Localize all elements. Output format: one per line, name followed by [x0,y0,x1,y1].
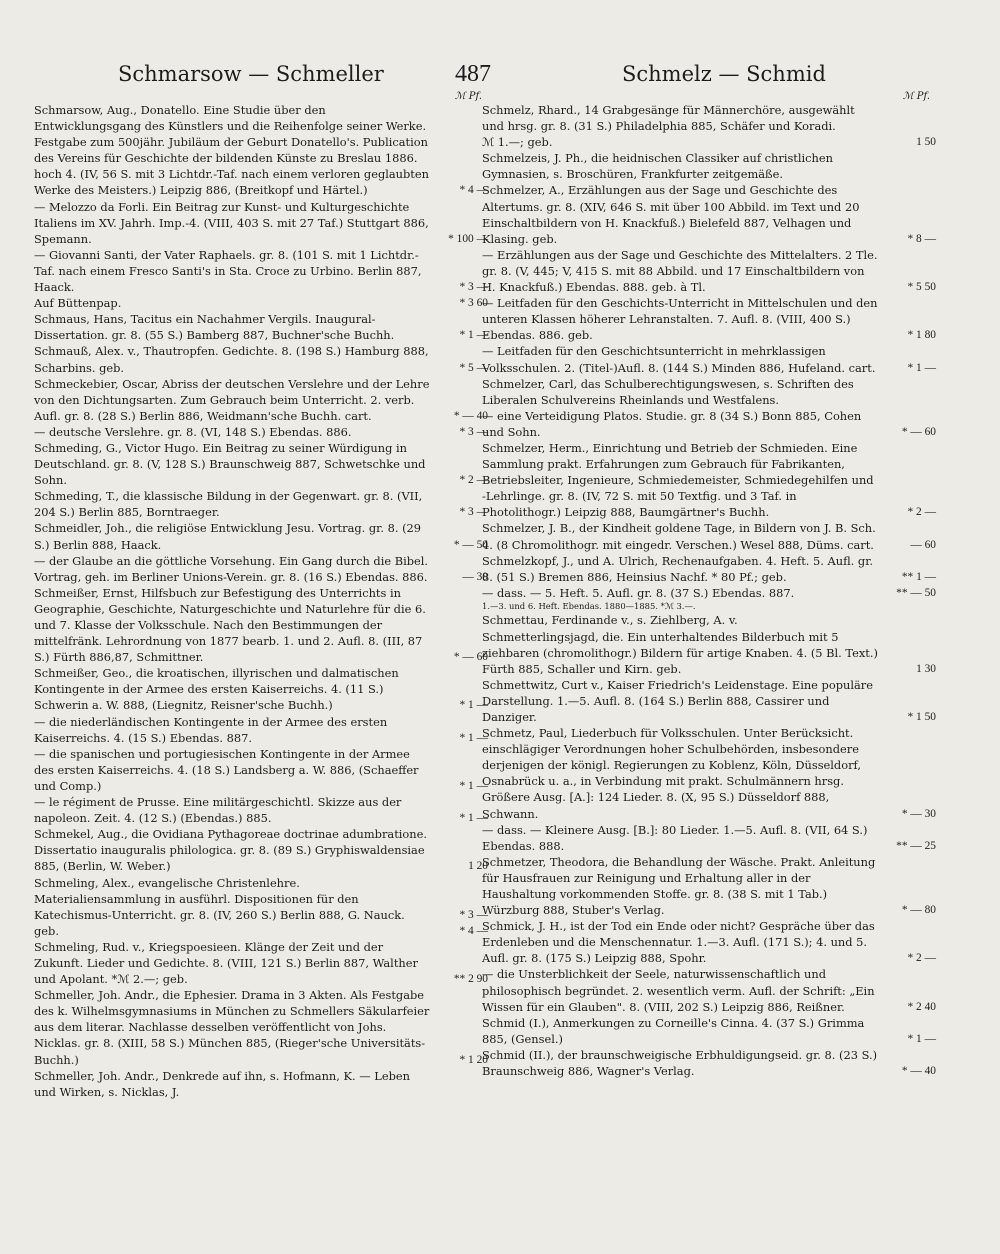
bibliography-entry [482,102,936,134]
entry-price: * — 40 [453,409,488,422]
entry-text: geb. [34,923,59,938]
bibliography-entry [34,311,488,343]
entry-price: * 1 20 [459,1053,488,1066]
bibliography-entry [34,585,488,665]
entry-price: — 30 [462,570,488,583]
entry-text: Schmetterlingsjagd, die. Ein unterhaltendes Bilderbuch mit 5 ziehbaren (chromolithogr.) Bildern für artige Knaben. 4. (5 Bl. Text.) Fürth 885, Schaller und Kirn. geb. [482,629,878,676]
bibliography-entry [482,376,936,408]
bibliography-entry [34,424,488,440]
entry-text: Schmekel, Aug., die Ovidiana Pythagoreae doctrinae adumbratione. Dissertatio inauguralis philologica. gr. 8. (89 S.) Gryphiswaldensiae 885, (Berlin, W. Weber.) [34,827,427,874]
entry-price: * 5 — [459,361,488,374]
entry-price: * 1 — [459,812,488,825]
entry-text: Schmeißer, Ernst, Hilfsbuch zur Befestigung des Unterrichts in Geographie, Geschichte, Naturgeschichte und Naturlehre für die 6. und 7. Klasse der Volksschule. Nach den Bestimmungen der mittelfränk. Lehrordnung von 1877 bearb. 1. und 2. Aufl. 8. (III, 87 S.) Fürth 886,87, Schmittner. [34,585,426,665]
entry-text: — die niederländischen Kontingente in der Armee des ersten Kaiserreichs. 4. (15 S.) Ebendas. 887. [34,714,388,745]
entry-price: * 3 — [459,281,488,294]
bibliography-entry [34,746,488,794]
entry-text: — deutsche Verslehre. gr. 8. (VI, 148 S.) Ebendas. 886. [34,424,352,439]
entry-text: — dass. — Kleinere Ausg. [B.]: 80 Lieder. 1.—5. Aufl. 8. (VII, 64 S.) Ebendas. 888. [482,822,868,853]
bibliography-entry [34,714,488,746]
entry-price: * — 60 [901,425,936,438]
entry-price: ** — 25 [896,839,936,852]
entry-price: ** 1 — [901,570,936,583]
bibliography-entry [34,295,488,311]
entry-text: — Giovanni Santi, der Vater Raphaels. gr. 8. (101 S. mit 1 Lichtdr.-Taf. nach einem Fresco Santi's in Sta. Croce zu Urbino. Berlin 887, Haack. [34,247,422,295]
entry-text: Schmeißer, Geo., die kroatischen, illyrischen und dalmatischen Kontingente in der Armee des ersten Kaiserreichs. 4. (11 S.) Schwerin a. W. 888, (Liegnitz, Reisner'sche Buchh.) [34,666,399,713]
currency-header-left: ℳ Pf. [454,91,482,102]
bibliography-entry [34,199,488,247]
entry-text: Schmeling, Alex., evangelische Christenlehre. Materialiensammlung in ausführl. Dispositionen für den Katechismus-Unterricht. gr. 8. (IV, 260 S.) Berlin 888, G. Nauck. [34,875,405,922]
entry-text: Schmeidler, Joh., die religiöse Entwicklung Jesu. Vortrag. gr. 8. (29 S.) Berlin 888, Haack. [34,521,422,552]
entry-price: 1 50 [916,136,936,149]
entry-text: Auf Büttenpap. [34,296,122,311]
bibliography-entry [34,247,488,295]
entry-text: Schmelzer, J. B., der Kindheit goldene Tage, in Bildern von J. B. Sch. 4. (8 Chromolithogr. mit eingedr. Verschen.) Wesel 888, Düms. cart. [482,521,876,552]
entry-price: * 1 — [907,1032,936,1045]
entry-text: Schmelzer, Herm., Einrichtung und Betrieb der Schmieden. Eine Sammlung prakt. Erfahrungen zum Gebrauch für Fabrikanten, Betriebsleiter, Ingenieure, Schmiedemeister, Schmiedegehilfen und -Lehrlinge. gr. 8. (IV, 72 S. mit 50 Textfig. und 3 Taf. in Photolithogr.) Leipzig 888, Baumgärtner's Buchh. [482,440,874,520]
bibliography-entry [34,826,488,874]
entry-price: * 2 — [459,474,488,487]
entry-price: * 1 80 [907,329,936,342]
right-column [482,92,936,1079]
bibliography-entry [482,1047,936,1079]
bibliography-entry [34,440,488,488]
entry-price: * 1 — [459,779,488,792]
entry-text: Schmelzer, A., Erzählungen aus der Sage und Geschichte des Altertums. gr. 8. (XIV, 646 S. mit über 100 Abbild. im Text und 20 Einschaltbildern von H. Knackfuß.) Bielefeld 887, Velhagen und Klasing. geb. [482,183,860,246]
entry-price: * 1 — [459,329,488,342]
entry-price: * 2 — [907,952,936,965]
entry-price: * — 60 [453,651,488,664]
entry-price: 1 30 [916,662,936,675]
left-column [34,92,488,1100]
bibliography-entry [34,987,488,1067]
bibliography-entry [482,553,936,585]
entry-price: * 4 — [459,924,488,937]
bibliography-entry [34,376,488,424]
entry-price: * — 80 [901,904,936,917]
entry-price: * 1 — [907,361,936,374]
entry-text: Schmelz, Rhard., 14 Grabgesänge für Männerchöre, ausgewählt und hrsg. gr. 8. (31 S.) Philadelphia 885, Schäfer und Koradi. [482,103,855,134]
entry-text: — eine Verteidigung Platos. Studie. gr. 8 (34 S.) Bonn 885, Cohen und Sohn. [482,408,862,439]
entry-price: * 3 — [459,425,488,438]
bibliography-entry [482,134,936,150]
entry-text: ℳ 1.—; geb. [482,135,553,150]
entry-text: — die spanischen und portugiesischen Kontingente in der Armee des ersten Kaiserreichs. 4. (18 S.) Landsberg a. W. 886, (Schaeffer und Comp.) [34,746,419,793]
bibliography-entry [34,520,488,552]
entry-price: * — 40 [901,1065,936,1078]
entry-text: Schmick, J. H., ist der Tod ein Ende oder nicht? Gespräche über das Erdenleben und die Menschennatur. 1.—3. Aufl. (171 S.); 4. und 5. Aufl. gr. 8. (175 S.) Leipzig 888, Spohr. [482,919,875,966]
entry-text: Schmaus, Hans, Tacitus ein Nachahmer Vergils. Inaugural-Dissertation. gr. 8. (55 S.) Bamberg 887, Buchner'sche Buchh. [34,312,395,343]
running-header-left: Schmarsow — Schmeller [118,62,384,86]
bibliography-entry [482,629,936,677]
bibliography-entry [34,1068,488,1100]
entry-price: * 3 — [459,908,488,921]
entry-text: — die Unsterblichkeit der Seele, naturwissenschaftlich und philosophisch begründet. 2. wesentlich verm. Aufl. der Schrift: „Ein Wissen für ein Glauben". 8. (VIII, 202 S.) Leipzig 886, Reißner. [482,967,875,1014]
bibliography-entry [34,553,488,585]
entry-text: — dass. — 5. Heft. 5. Aufl. gr. 8. (37 S.) Ebendas. 887. [482,585,795,600]
bibliography-entry [482,725,936,822]
entry-text: Schmelzeis, J. Ph., die heidnischen Classiker auf christlichen Gymnasien, s. Broschüren, Frankfurter zeitgemäße. [482,151,833,182]
entry-text: Schmid (I.), Anmerkungen zu Corneille's Cinna. 4. (37 S.) Grimma 885, (Gensel.) [482,1015,865,1046]
entry-text: Schmeckebier, Oscar, Abriss der deutschen Verslehre und der Lehre von den Dichtungsarten. Zum Gebrauch beim Unterricht. 2. verb. Aufl. gr. 8. (28 S.) Berlin 886, Weidmann'sche Buchh. cart. [34,376,430,423]
entry-price: * 8 — [907,232,936,245]
entry-price: * 4 — [459,184,488,197]
bibliography-entry [482,918,936,966]
currency-header-right: ℳ Pf. [902,91,930,102]
bibliography-entry [482,343,936,375]
bibliography-entry [482,854,936,918]
entry-price: * — 50 [453,538,488,551]
page-number: 487 [455,61,491,87]
entry-text: Schmeding, G., Victor Hugo. Ein Beitrag zu seiner Würdigung in Deutschland. gr. 8. (V, 128 S.) Braunschweig 887, Schwetschke und Sohn. [34,440,426,488]
entry-text: — Erzählungen aus der Sage und Geschichte des Mittelalters. 2 Tle. gr. 8. (V, 445; V, 415 S. mit 88 Abbild. und 17 Einschaltbildern von H. Knackfuß.) Ebendas. 888. geb. à Tl. [482,247,878,295]
running-header-right: Schmelz — Schmid [622,62,826,86]
entry-price: * 100 — [448,232,488,245]
entry-price: ** 2 90 [453,973,488,986]
entry-price: * 1 — [459,731,488,744]
bibliography-entry [482,295,936,343]
entry-price: * 1 — [459,699,488,712]
bibliography-entry [482,182,936,246]
entry-text: Schmetz, Paul, Liederbuch für Volksschulen. Unter Berücksicht. einschlägiger Verordnungen hoher Schulbehörden, insbesondere derjenigen der königl. Regierungen zu Koblenz, Köln, Düsseldorf, Osnabrück u. a., in Verbindung mit prakt. Schulmännern hrsg. Größere Ausg. [A.]: 124 Lieder. 8. (X, 95 S.) Düsseldorf 888, Schwann. [482,726,861,821]
entry-text: — Leitfaden für den Geschichts-Unterricht in Mittelschulen und den unteren Klassen höherer Lehranstalten. 7. Aufl. 8. (VIII, 400 S.) Ebendas. 886. geb. [482,296,878,343]
entry-price: 1 20 [468,860,488,873]
entry-text: — der Glaube an die göttliche Vorsehung. Ein Gang durch die Bibel. Vortrag, geh. im Berliner Unions-Verein. gr. 8. (16 S.) Ebendas. 886. [34,553,429,584]
entry-price: * — 30 [901,807,936,820]
entry-text: — Leitfaden für den Geschichtsunterricht in mehrklassigen Volksschulen. 2. (Titel-)Aufl. 8. (144 S.) Minden 886, Hufeland. cart. [482,344,876,375]
bibliography-entry [482,822,936,854]
entry-text: 1.—3. und 6. Heft. Ebendas. 1880—1885. *ℳ 3.—. [482,600,696,611]
bibliography-entry [482,1015,936,1047]
entry-text: Schmauß, Alex. v., Thautropfen. Gedichte. 8. (198 S.) Hamburg 888, Scharbins. geb. [34,344,429,375]
entry-text: Schmid (II.), der braunschweigische Erbhuldigungseid. gr. 8. (23 S.) Braunschweig 886, Wagner's Verlag. [482,1047,878,1079]
entry-text: — Melozzo da Forli. Ein Beitrag zur Kunst- und Kulturgeschichte Italiens im XV. Jahrh. Imp.-4. (VIII, 403 S. mit 27 Taf.) Stuttgart 886, Spemann. [34,199,429,246]
entry-price: * 1 50 [907,710,936,723]
bibliography-entry [34,794,488,826]
entry-text: Schmeller, Joh. Andr., die Ephesier. Drama in 3 Akten. Als Festgabe des k. Wilhelmsgymnasiums in München zu Schmellers Säkularfeier aus dem literar. Nachlasse desselben veröffentlicht von Johs. Nicklas. gr. 8. (XIII, 58 S.) München 885, (Rieger'sche Universitäts-Buchh.) [34,988,430,1067]
bibliography-entry [34,343,488,375]
bibliography-entry [34,665,488,713]
entry-price: ** — 50 [896,586,936,599]
bibliography-entry [482,408,936,440]
bibliography-entry [482,150,936,182]
entry-text: Schmelzer, Carl, das Schulberechtigungswesen, s. Schriften des Liberalen Schulvereins Rheinlands und Westfalens. [482,376,854,407]
bibliography-entry [34,923,488,939]
entry-text: Schmarsow, Aug., Donatello. Eine Studie über den Entwicklungsgang des Künstlers und die Reihenfolge seiner Werke. Festgabe zum 500jähr. Jubiläum der Geburt Donatello's. Publication des Vereins für Geschichte der bildenden Künste zu Breslau 1886. hoch 4. (IV, 56 S. mit 3 Lichtdr.-Taf. nach einem verloren geglaubten Werke des Meisters.) Leipzig 886, (Breitkopf und Härtel.) [34,103,429,198]
entry-text: Schmeller, Joh. Andr., Denkrede auf ihn, s. Hofmann, K. — Leben und Wirken, s. Nicklas, J. [34,1068,410,1099]
entry-text: Schmeling, Rud. v., Kriegspoesieen. Klänge der Zeit und der Zukunft. Lieder und Gedichte. 8. (VIII, 121 S.) Berlin 887, Walther und Apolant. *ℳ 2.—; geb. [34,939,418,987]
entry-text: Schmetzer, Theodora, die Behandlung der Wäsche. Prakt. Anleitung für Hausfrauen zur Reinigung und Erhaltung aller in der Haushaltung vorkommenden Stoffe. gr. 8. (38 S. mit 1 Tab.) Würzburg 888, Stuber's Verlag. [482,854,876,918]
bibliography-entry [482,520,936,552]
bibliography-entry [482,601,936,613]
bibliography-entry [482,612,936,628]
bibliography-entry [482,247,936,295]
entry-text: Schmettwitz, Curt v., Kaiser Friedrich's Leidenstage. Eine populäre Darstellung. 1.—5. Aufl. 8. (164 S.) Berlin 888, Cassirer und Danziger. [482,677,873,724]
bibliography-entry [482,585,936,601]
bibliography-entry [34,875,488,923]
entry-price: * 2 40 [907,1000,936,1013]
bibliography-entry [482,966,936,1014]
bibliography-entry [34,488,488,520]
bibliography-entry [34,102,488,199]
entry-text: Schmelzkopf, J., und A. Ulrich, Rechenaufgaben. 4. Heft. 5. Aufl. gr. 8. (51 S.) Bremen 886, Heinsius Nachf. * 80 Pf.; geb. [482,553,874,584]
bibliography-entry [482,440,936,520]
entry-price: * 3 — [459,506,488,519]
entry-text: Schmettau, Ferdinande v., s. Ziehlberg, A. v. [482,613,738,628]
entry-price: — 60 [910,538,936,551]
entry-price: * 3 60 [459,297,488,310]
bibliography-entry [34,939,488,987]
entry-price: * 5 50 [907,281,936,294]
entry-price: * 2 — [907,506,936,519]
entry-text: Schmeding, T., die klassische Bildung in der Gegenwart. gr. 8. (VII, 204 S.) Berlin 885, Borntraeger. [34,489,423,520]
bibliography-entry [482,677,936,725]
entry-text: — le régiment de Prusse. Eine militärgeschichtl. Skizze aus der napoleon. Zeit. 4. (12 S.) (Ebendas.) 885. [34,795,402,826]
